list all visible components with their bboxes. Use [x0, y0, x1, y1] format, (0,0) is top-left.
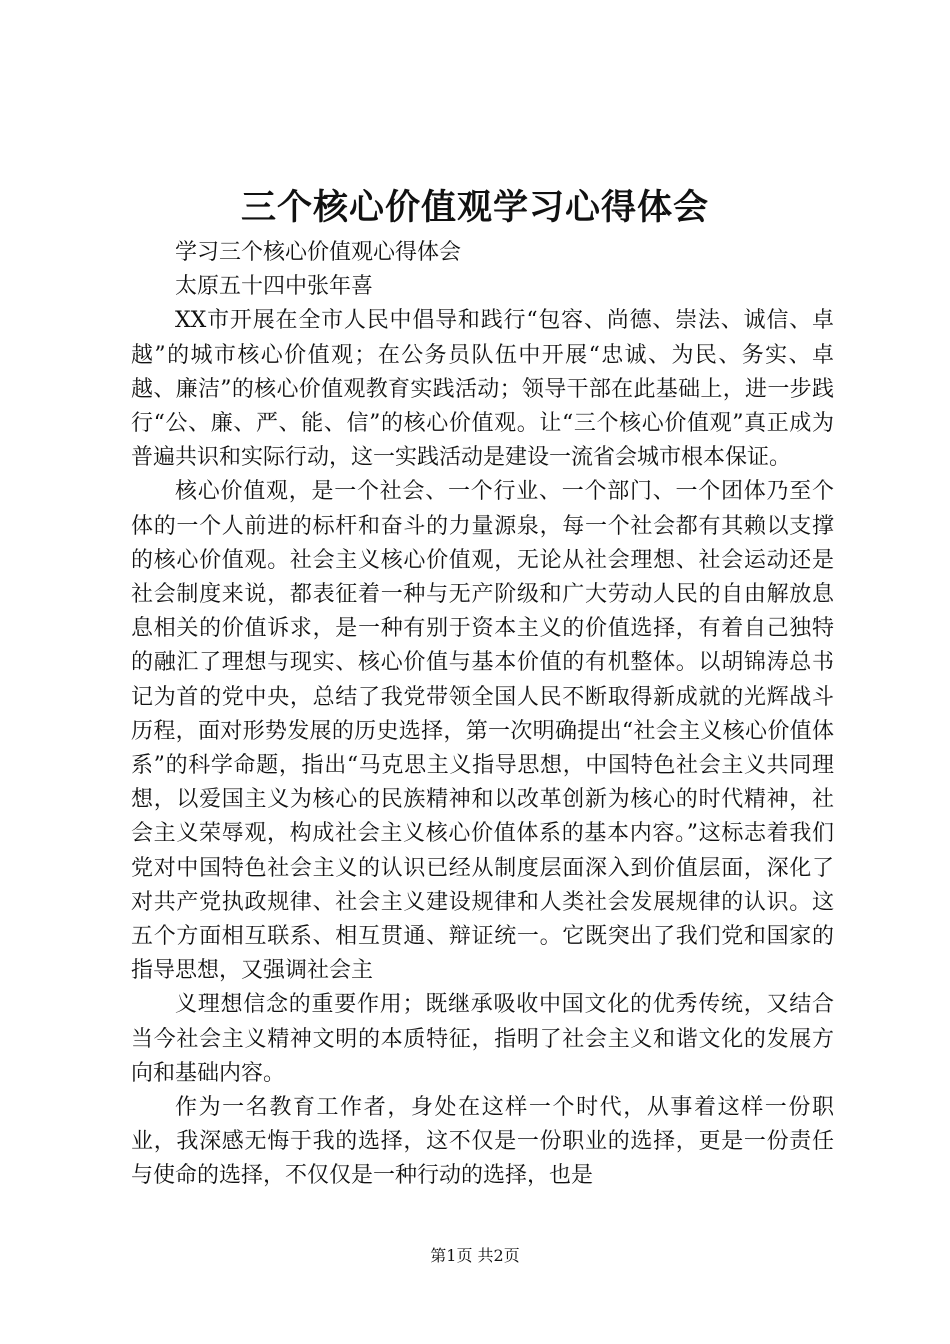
document-title: 三个核心价值观学习心得体会 — [240, 187, 709, 228]
body-paragraph: 义理想信念的重要作用；既继承吸收中国文化的优秀传统，又结合当今社会主义精神文明的本质特征，指明了社会主义和谐文化的发展方向和基础内容。 — [131, 992, 834, 1086]
body-paragraph: 核心价值观，是一个社会、一个行业、一个部门、一个团体乃至个体的一个人前进的标杆和奋斗的力量源泉，每一个社会都有其赖以支撑的核心价值观。社会主义核心价值观，无论从社会理想、社会运动还是社会制度来说，都表征着一种与无产阶级和广大劳动人民的自由解放息息相关的价值诉求，是一种有别于资本主义的价值选择，有着自己独特的融汇了理想与现实、核心价值与基本价值的有机整体。以胡锦涛总书记为首的党中央，总结了我党带领全国人民不断取得新成就的光辉战斗历程，面对形势发展的历史选择，第一次明确提出“社会主义核心价值体系”的科学命题，指出“马克思主义指导思想，中国特色社会主义共同理想，以爱国主义为核心的民族精神和以改革创新为核心的时代精神，社会主义荣辱观，构成社会主义核心价值体系的基本内容。”这标志着我们党对中国特色社会主义的认识已经从制度层面深入到价值层面，深化了对共产党执政规律、社会主义建设规律和人类社会发展规律的认识。这五个方面相互联系、相互贯通、辩证统一。它既突出了我们党和国家的指导思想，又强调社会主 — [131, 479, 834, 984]
document-body — [131, 236, 834, 1194]
body-paragraph: XX市开展在全市人民中倡导和践行“包容、尚德、崇法、诚信、卓越”的城市核心价值观；在公务员队伍中开展“忠诚、为民、务实、卓越、廉洁”的核心价值观教育实践活动；领导干部在此基础上，进一步践行“公、廉、严、能、信”的核心价值观。让“三个核心价值观”真正成为普遍共识和实际行动，这一实践活动是建设一流省会城市根本保证。 — [131, 308, 834, 471]
document-author: 太原五十四中张年喜 — [175, 274, 374, 300]
page-number-footer: 第1页 共2页 — [430, 1246, 520, 1265]
document-subtitle: 学习三个核心价值观心得体会 — [175, 240, 462, 265]
body-paragraph: 作为一名教育工作者，身处在这样一个时代，从事着这样一份职业，我深感无悔于我的选择，这不仅是一份职业的选择，更是一份责任与使命的选择，不仅仅是一种行动的选择，也是 — [131, 1095, 834, 1189]
